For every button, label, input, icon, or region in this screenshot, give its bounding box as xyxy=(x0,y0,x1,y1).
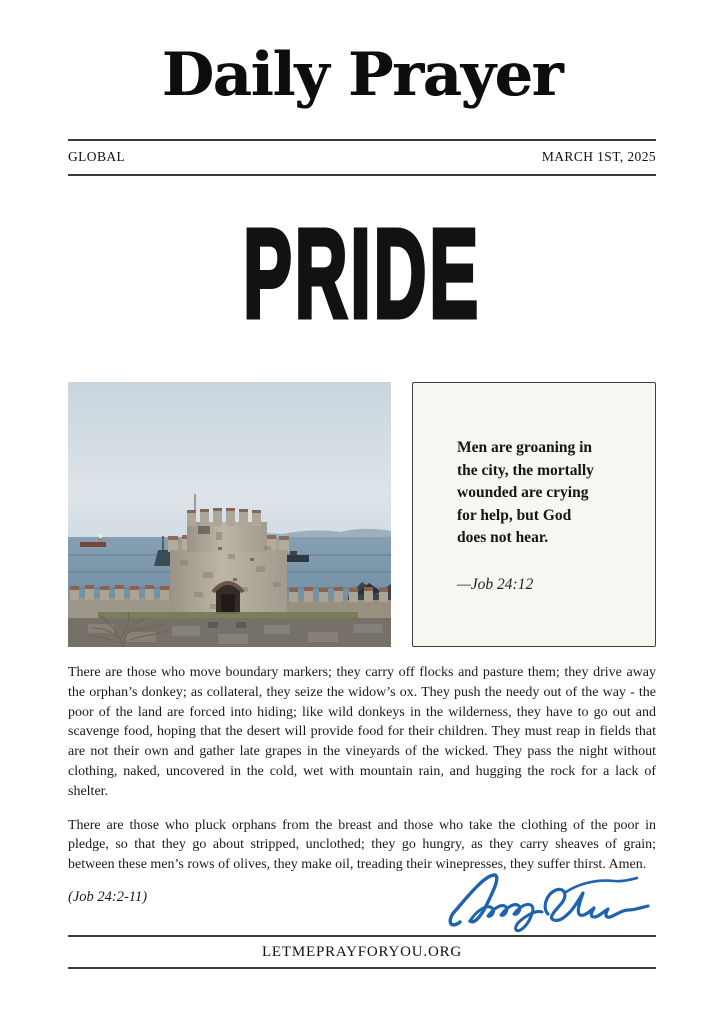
scripture-citation: (Job 24:2-11) xyxy=(68,888,148,905)
edition-label: GLOBAL xyxy=(68,149,126,164)
issue-date: MARCH 1ST, 2025 xyxy=(541,149,656,164)
article-paragraph: There are those who move boundary markers; they carry off flocks and pasture them; they drive away the orphan’s donkey; as collateral, they seize the widow’s ox. They push the needy out of the way - the poor of the land are forced into hiding; like wild donkeys in the wilderness, they have to go out and scavenge food, hoping that the desert will provide food for their children. They must reap in fields that are not their own and gather late grapes in the vineyards of the wicked. They pass the night without clothing, naked, uncovered in the cold, wet with mountain rain, and hugging the rock for a lack of shelter. xyxy=(68,665,656,799)
page-footer xyxy=(68,935,656,969)
dateline xyxy=(68,139,656,176)
headline-block xyxy=(0,176,724,382)
masthead-title: Daily Prayer xyxy=(161,40,563,110)
signature xyxy=(444,866,656,938)
website-url: LETMEPRAYFORYOU.ORG xyxy=(261,944,463,960)
headline-text: PRIDE xyxy=(243,203,481,344)
quote-text: Men are groaning in the city, the mortally wounded are crying for help, but God does not hear. xyxy=(457,439,594,546)
fortress-photo-illustration xyxy=(68,382,391,647)
quote-attribution: —Job 24:12 xyxy=(457,575,534,593)
signature-ink xyxy=(444,866,656,938)
scripture-quote-card xyxy=(412,382,656,647)
article-paragraph: There are those who pluck orphans from the breast and those who take the clothing of the poor in pledge, so that they go about stripped, unclothed; they go hungry, as they carry sheaves of grain; between these men’s rows of olives, they make oil, treading their winepresses, they suffer thirst. Amen. xyxy=(68,817,656,873)
fortress-photo xyxy=(68,382,391,647)
